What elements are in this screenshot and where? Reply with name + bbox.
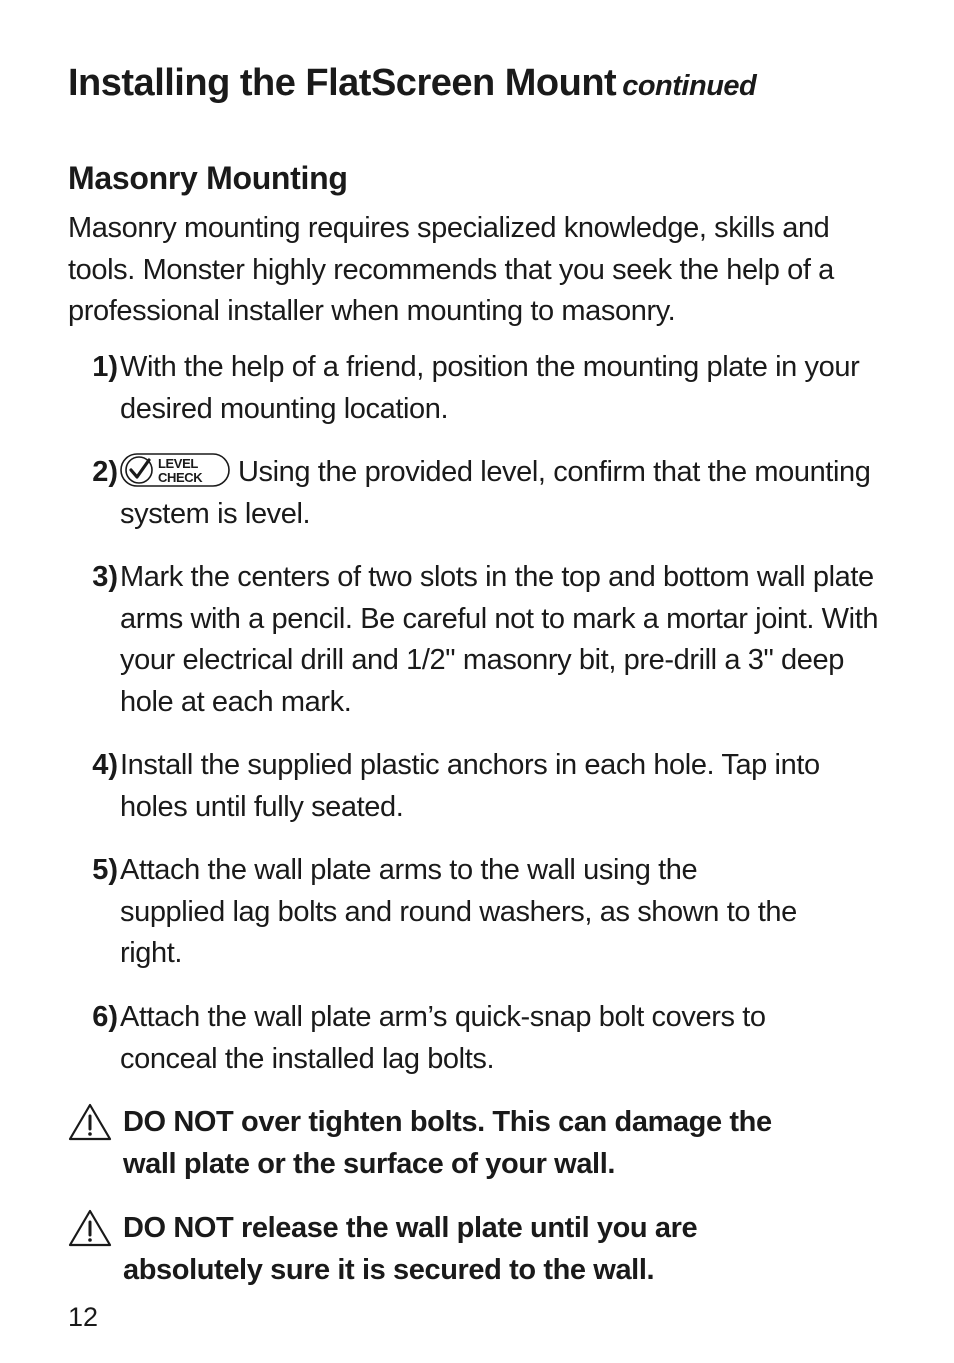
step-text-wrap [120, 452, 894, 535]
step-1 [84, 347, 894, 430]
step-5 [84, 850, 894, 975]
warning-triangle-icon [68, 1103, 112, 1141]
step-number: 5) [92, 854, 118, 886]
page-title-suffix: continued [622, 70, 757, 102]
warning-release [68, 1207, 888, 1291]
step-text: Using the provided level, confirm that the mounting system is level. [120, 456, 871, 530]
section-title: Masonry Mounting [68, 160, 348, 196]
warning-triangle-icon [68, 1209, 112, 1247]
page-title-text: Installing the FlatScreen Mount [68, 62, 617, 104]
step-number: 1) [92, 351, 118, 383]
step-text: With the help of a friend, position the mounting plate in your desired mounting location. [120, 351, 860, 425]
step-number: 3) [92, 561, 118, 593]
step-text: Attach the wall plate arms to the wall using the supplied lag bolts and round washers, as shown to the right. [120, 854, 797, 969]
page-title [68, 62, 756, 105]
warning-text: DO NOT release the wall plate until you are absolutely sure it is secured to the wall. [123, 1212, 698, 1286]
step-4 [84, 745, 894, 828]
checkmark-icon [126, 457, 152, 483]
step-3 [84, 557, 894, 723]
step-2 [84, 452, 894, 535]
step-number: 6) [92, 1001, 118, 1033]
warning-text: DO NOT over tighten bolts. This can damage the wall plate or the surface of your wall. [123, 1106, 772, 1180]
step-text: Mark the centers of two slots in the top and bottom wall plate arms with a pencil. Be careful not to mark a mortar joint. With your electrical drill and 1/2" masonry bit, pre-drill a 3" deep hole at each mark. [120, 561, 879, 718]
step-number: 4) [92, 749, 118, 781]
section-intro: Masonry mounting requires specialized knowledge, skills and tools. Monster highly recommends that you seek the help of a professional installer when mounting to masonry. [68, 212, 834, 327]
level-check-badge [120, 453, 230, 487]
step-6 [84, 997, 894, 1080]
badge-top-label: LEVEL [158, 456, 198, 471]
step-text: Attach the wall plate arm’s quick-snap bolt covers to conceal the installed lag bolts. [120, 1001, 766, 1075]
page-number: 12 [68, 1302, 99, 1332]
step-text: Install the supplied plastic anchors in each hole. Tap into holes until fully seated. [120, 749, 820, 823]
badge-bottom-label: CHECK [158, 470, 203, 485]
step-number: 2) [92, 456, 118, 488]
warning-overtighten [68, 1101, 888, 1185]
